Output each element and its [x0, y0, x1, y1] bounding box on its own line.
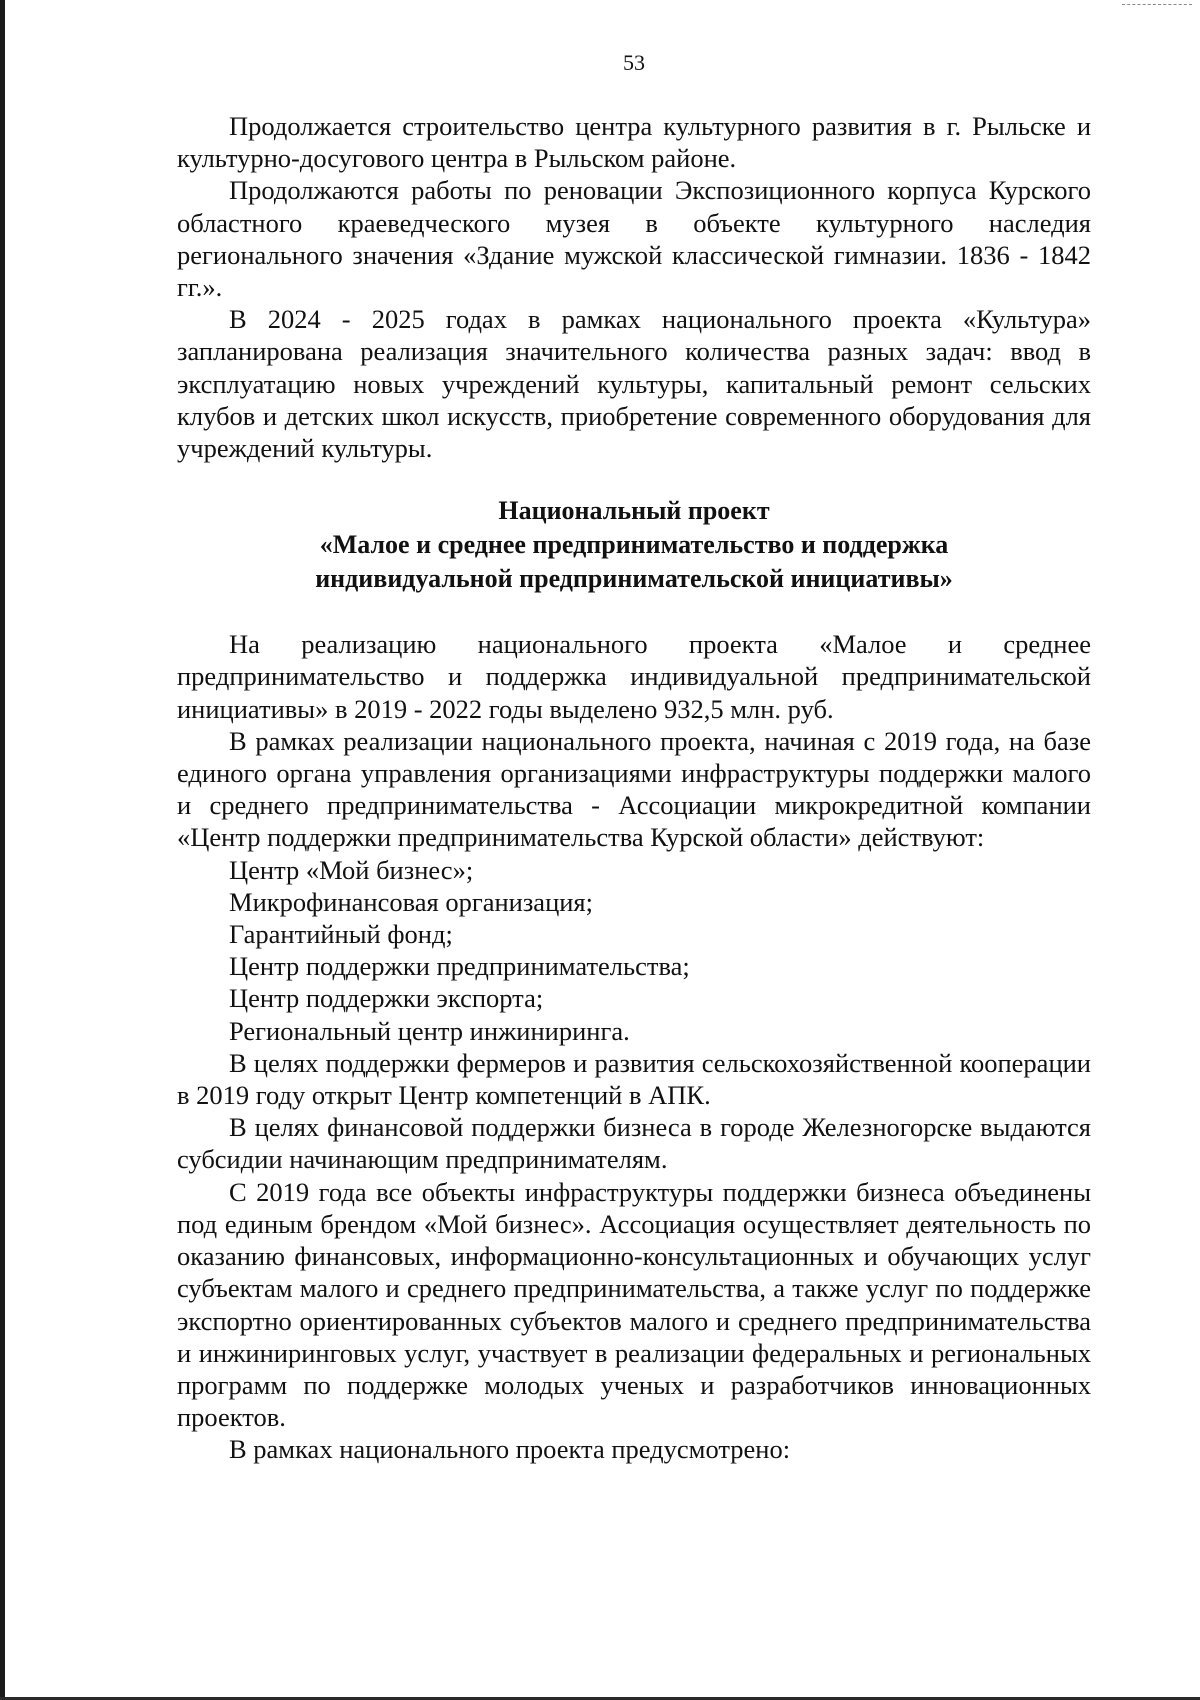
list-item: Центр «Мой бизнес»;	[229, 854, 474, 885]
list-item: Региональный центр инжиниринга.	[229, 1015, 630, 1046]
paragraph: В рамках реализации национального проекта, начиная с 2019 года, на базе единого органа управления организациями инфраструктуры поддержки малого и среднего предпринимательства - Ассоциации микрокредитной компании «Центр поддержки предпринимательства Курской области» действуют:	[177, 725, 1091, 853]
paragraph: В целях поддержки фермеров и развития сельскохозяйственной кооперации в 2019 году открыт Центр компетенций в АПК.	[177, 1047, 1091, 1111]
list-item: Центр поддержки предпринимательства;	[229, 951, 690, 982]
scan-left-edge	[0, 0, 5, 1700]
paragraph: В целях финансовой поддержки бизнеса в городе Железногорске выдаются субсидии начинающим предпринимателям.	[177, 1112, 1091, 1175]
paragraph: Продолжается строительство центра культурного развития в г. Рыльске и культурно-досугового центра в Рыльском районе.	[177, 111, 1091, 174]
document-body	[177, 110, 1091, 1466]
list-item: Микрофинансовая организация;	[229, 886, 593, 917]
page-number: 53	[623, 50, 645, 75]
paragraph: На реализацию национального проекта «Малое и среднее предпринимательство и поддержка индивидуальной предпринимательской инициативы» в 2019 - 2022 годы выделено 932,5 млн. руб.	[177, 629, 1091, 724]
paragraph: В рамках национального проекта предусмотрено:	[229, 1434, 791, 1465]
list-item: Гарантийный фонд;	[229, 919, 453, 950]
scan-corner-marks	[1122, 4, 1192, 7]
paragraph: В 2024 - 2025 годах в рамках национального проекта «Культура» запланирована реализация значительного количества разных задач: ввод в эксплуатацию новых учреждений культуры, капитальный ремонт сельских клубов и детских школ искусств, приобретение современного оборудования для учреждений культуры.	[177, 304, 1091, 464]
section-heading-line: индивидуальной предпринимательской инициативы»	[315, 564, 953, 594]
section-heading-line: Национальный проект	[498, 496, 770, 526]
paragraph: Продолжаются работы по реновации Экспозиционного корпуса Курского областного краеведческого музея в объекте культурного наследия регионального значения «Здание мужской классической гимназии. 1836 - 1842 гг.».	[177, 175, 1091, 303]
section-heading-line: «Малое и среднее предпринимательство и поддержка	[319, 530, 949, 560]
list-item: Центр поддержки экспорта;	[229, 983, 544, 1014]
paragraph: С 2019 года все объекты инфраструктуры поддержки бизнеса объединены под единым брендом «Мой бизнес». Ассоциация осуществляет деятельность по оказанию финансовых, информационно-консультационных и обучающих услуг субъектам малого и среднего предпринимательства, а также услуг по поддержке экспортно ориентированных субъектов малого и среднего предпринимательства и инжиниринговых услуг, участвует в реализации федеральных и региональных программ по поддержке молодых ученых и разработчиков инновационных проектов.	[177, 1176, 1091, 1433]
section-heading	[177, 494, 1091, 596]
